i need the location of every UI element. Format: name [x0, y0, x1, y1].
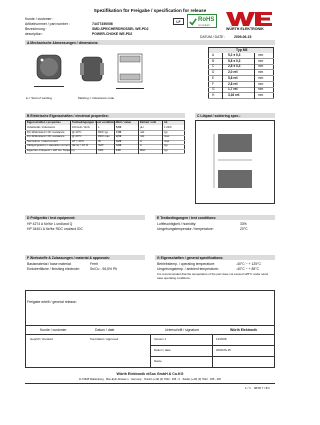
ambient-temp-label: Umgebungstemp. / ambient temperature:: [157, 267, 219, 271]
test-equipment-1: HP 4274 A für/for L und/and Q: [27, 222, 73, 226]
approval-cell: Name: [154, 359, 162, 363]
dimension-column-line: [222, 53, 223, 99]
finishing-value: Sn/Cu - 96,5% Pb: [90, 267, 118, 271]
dimension-letter: F: [212, 81, 214, 86]
dimension-unit: mm: [258, 58, 264, 63]
electrical-cell-tol: max.: [164, 139, 170, 143]
approval-divider: [150, 356, 275, 357]
electrical-header-cell: tol.: [164, 121, 169, 124]
dimension-value: 3,16 ref.: [228, 92, 241, 97]
electrical-cell-prop: Nennstrom / rated current: [27, 139, 58, 143]
date-label: DATUM / DATE :: [200, 35, 226, 39]
section-b-title: B Elektrische Eigenschaften / electrical properties:: [27, 113, 109, 118]
approval-cell: Kontrolliert / approved: [90, 337, 119, 341]
rohs-logo: [187, 14, 217, 28]
electrical-cell-unit: MHz: [140, 149, 146, 152]
footer-divider: [25, 383, 275, 384]
approval-cell: 2009-06-15: [216, 348, 231, 352]
base-material-value: Ferrit: [90, 262, 98, 266]
approval-column-line: [150, 334, 151, 368]
temperature-note: It is recommended that the temperature of the part does not exceed 125°C under worst case operating conditions.: [157, 272, 269, 280]
dimension-letter: D: [212, 70, 215, 75]
electrical-cell-prop: DC-Widerstand / DC resistance: [27, 130, 65, 134]
dimension-type-label: Typ M5: [236, 48, 248, 52]
section-e-title: E Testbedingungen / test conditions:: [157, 215, 217, 220]
dimension-letter: A: [212, 53, 215, 57]
release-label: Freigabe erteilt / general release:: [27, 300, 77, 304]
dimension-letter: E: [212, 75, 215, 80]
approval-cell: Version 1: [154, 337, 167, 341]
electrical-cell-unit: mΩ: [140, 130, 145, 134]
base-material-label: Basismaterial / base material:: [27, 262, 72, 266]
electrical-cell-val: 3,20: [116, 139, 122, 143]
approval-customer-label: Kunde / customer: [40, 328, 67, 332]
electrical-cell-tol: typ.: [164, 130, 169, 134]
electrical-cell-val: 5,60: [116, 126, 122, 129]
electrical-header-cell: Wert / value: [116, 121, 132, 124]
section-c-title: C Lötpad / soldering spec.:: [197, 113, 241, 118]
electrical-cell-prop: Induktivität / inductance: [27, 126, 56, 129]
approval-cell: 12/2008: [216, 337, 227, 341]
check-icon: [189, 18, 197, 26]
electrical-cell-unit: µH: [140, 126, 144, 129]
electrical-cell-cond: ΔT = 40 K: [72, 139, 84, 143]
dimension-value: 2,0 ref.: [228, 70, 239, 75]
electrical-cell-tol: typ.: [164, 149, 169, 152]
dimension-unit: mm: [258, 75, 264, 80]
electrical-cell-val: 7,80: [116, 130, 122, 134]
approval-date-label: Datum / date: [95, 328, 115, 332]
operating-temp-value: -40°C ~ + 125°C: [236, 262, 261, 266]
date-value: 2009-06-15: [234, 35, 252, 39]
designation-label: Bezeichnung :: [25, 27, 47, 31]
component-side-view: [78, 55, 106, 83]
approval-signature-label: Unterschrift / signature: [165, 328, 200, 332]
approval-cell: Geprüft / checked: [30, 337, 53, 341]
electrical-cell-val: 9,50: [116, 135, 122, 139]
dimension-letter: C: [212, 64, 215, 69]
electrical-cell-cond: |ΔL/L| < 10 %: [72, 144, 89, 148]
section-f-title: F Werkstoffe & Zulassungen / material & approvals:: [27, 255, 111, 260]
temperature-label: Umgebungstemperatur / temperature:: [157, 227, 214, 231]
ambient-temp-value: -40°C ~ + 85°C: [236, 267, 260, 271]
dimension-unit: mm: [258, 81, 264, 86]
partnumber-label: Artikelnummer / part number :: [25, 22, 70, 26]
dimension-unit: mm: [258, 53, 264, 57]
electrical-cell-cond: 100 kHz / 0mA: [72, 126, 90, 129]
humidity-value: 33%: [240, 222, 247, 226]
customer-label: Kunde / customer :: [25, 17, 54, 21]
rohs-label: RoHS: [198, 17, 215, 23]
finishing-label: Endoberfläche / finishing electrode:: [27, 267, 80, 271]
temperature-value: 20°C: [240, 227, 248, 231]
approval-divider: [25, 325, 275, 326]
brand-name: WÜRTH ELEKTRONIK: [226, 27, 264, 31]
electrical-cell-val: 140: [116, 149, 121, 152]
dimension-value: 1,7 ref.: [228, 87, 239, 92]
operating-temp-label: Betriebstemp. / operating temperature:: [157, 262, 216, 266]
component-bottom-view: [116, 52, 144, 84]
dimension-table: [208, 47, 274, 99]
electrical-header-cell: Eigenschaften / properties: [27, 121, 61, 124]
document-title: Spezifikation für Freigabe / specification for release: [93, 8, 207, 13]
electrical-cell-sym: IR: [98, 139, 101, 143]
document-code: 08/06 7 / 8/4: [254, 386, 270, 390]
electrical-cell-unit: A: [140, 144, 142, 148]
approval-company-label: Würth Elektronik: [230, 328, 258, 332]
humidity-label: Luftfeuchtigkeit / humidity:: [157, 222, 197, 226]
section-a-title: A Mechanische Abmessungen / dimensions:: [27, 40, 99, 45]
dimension-unit: mm: [258, 64, 264, 69]
electrical-header-cell: Testbedingungen / test conditions: [72, 121, 116, 124]
marking-note: Marking = Inductance code: [78, 96, 115, 100]
dimension-value: 2,8 ± 0,3: [228, 64, 241, 69]
electrical-cell-unit: mΩ: [140, 135, 145, 139]
wurth-logo: [226, 12, 272, 32]
lf-badge: LF: [173, 18, 184, 25]
electrical-cell-prop: Eigenres.-Frequenz / self res. frequency: [27, 149, 75, 152]
approval-divider: [150, 345, 275, 346]
designation-value: SMD-SPEICHERDROSSEL WE-PD2: [92, 27, 149, 31]
section-d-title: D Prüfgeräte / test equipment:: [27, 215, 76, 220]
dimension-letter: G: [212, 87, 215, 92]
dimension-unit: mm: [258, 70, 264, 75]
electrical-cell-val: 4,60: [116, 144, 122, 148]
electrical-cell-unit: A: [140, 139, 142, 143]
footer-company: Würth Elektronik eiSos GmbH & Co.KG: [116, 372, 184, 376]
start-winding-note: ● = Start of winding: [26, 96, 52, 100]
electrical-cell-tol: max.: [164, 135, 170, 139]
dimension-value: 5,8 ± 0,3: [228, 58, 241, 63]
dimension-unit: mm: [258, 92, 264, 97]
dimension-value: 5,8 ref.: [228, 75, 239, 80]
partnumber-value: 74477450056: [92, 22, 113, 26]
page-number: 1 / 1: [245, 386, 251, 390]
footer-address: D-74638 Waldenburg · Max-Eyth-Strasse 1 · Germany · Telefon (+49) (0) 7942 · 945 - 0 · Telefax (+49) (0) 7942 · 945 - 400: [79, 378, 221, 381]
electrical-cell-sym: ISAT: [98, 144, 104, 148]
test-equipment-2: HP 34401 A für/for RDC und/and IDC: [27, 227, 83, 231]
electrical-cell-sym: L: [98, 126, 100, 129]
component-top-view: [34, 52, 64, 82]
dimension-column-line: [254, 53, 255, 99]
dimension-value: 5,2 ± 0,3: [228, 53, 241, 57]
rohs-sub-label: compliant: [198, 23, 210, 27]
electrical-cell-tol: typ.: [164, 144, 169, 148]
description-value: POWER-CHOKE WE-PD2: [92, 32, 133, 36]
electrical-cell-prop: Sättigungsstrom / saturation current: [27, 144, 70, 148]
section-g-title: G Eigenschaften / general specifications:: [157, 255, 224, 260]
electrical-header-cell: Einheit / unit: [140, 121, 157, 124]
dimension-letter: H: [212, 92, 215, 97]
approval-column-line: [212, 334, 213, 368]
electrical-cell-prop: DC-Widerstand / DC resistance: [27, 135, 65, 139]
dimension-unit: mm: [258, 87, 264, 92]
dimension-letter: B: [212, 58, 215, 63]
solder-pad-drawing: [212, 132, 258, 190]
we-logo-mark: [226, 12, 272, 26]
electrical-cell-sym: RDC typ: [98, 130, 109, 134]
dimension-value: 2,8 ref.: [228, 81, 239, 86]
electrical-cell-tol: ± 20%: [164, 126, 172, 129]
description-label: description :: [25, 32, 44, 36]
electrical-cell-cond: @ 20°C: [72, 130, 82, 134]
electrical-cell-sym: SRF: [98, 149, 104, 152]
electrical-cell-sym: RDC max: [98, 135, 110, 139]
electrical-cell-cond: @ 20°C: [72, 135, 82, 139]
approval-cell: Datum / date: [154, 348, 171, 352]
